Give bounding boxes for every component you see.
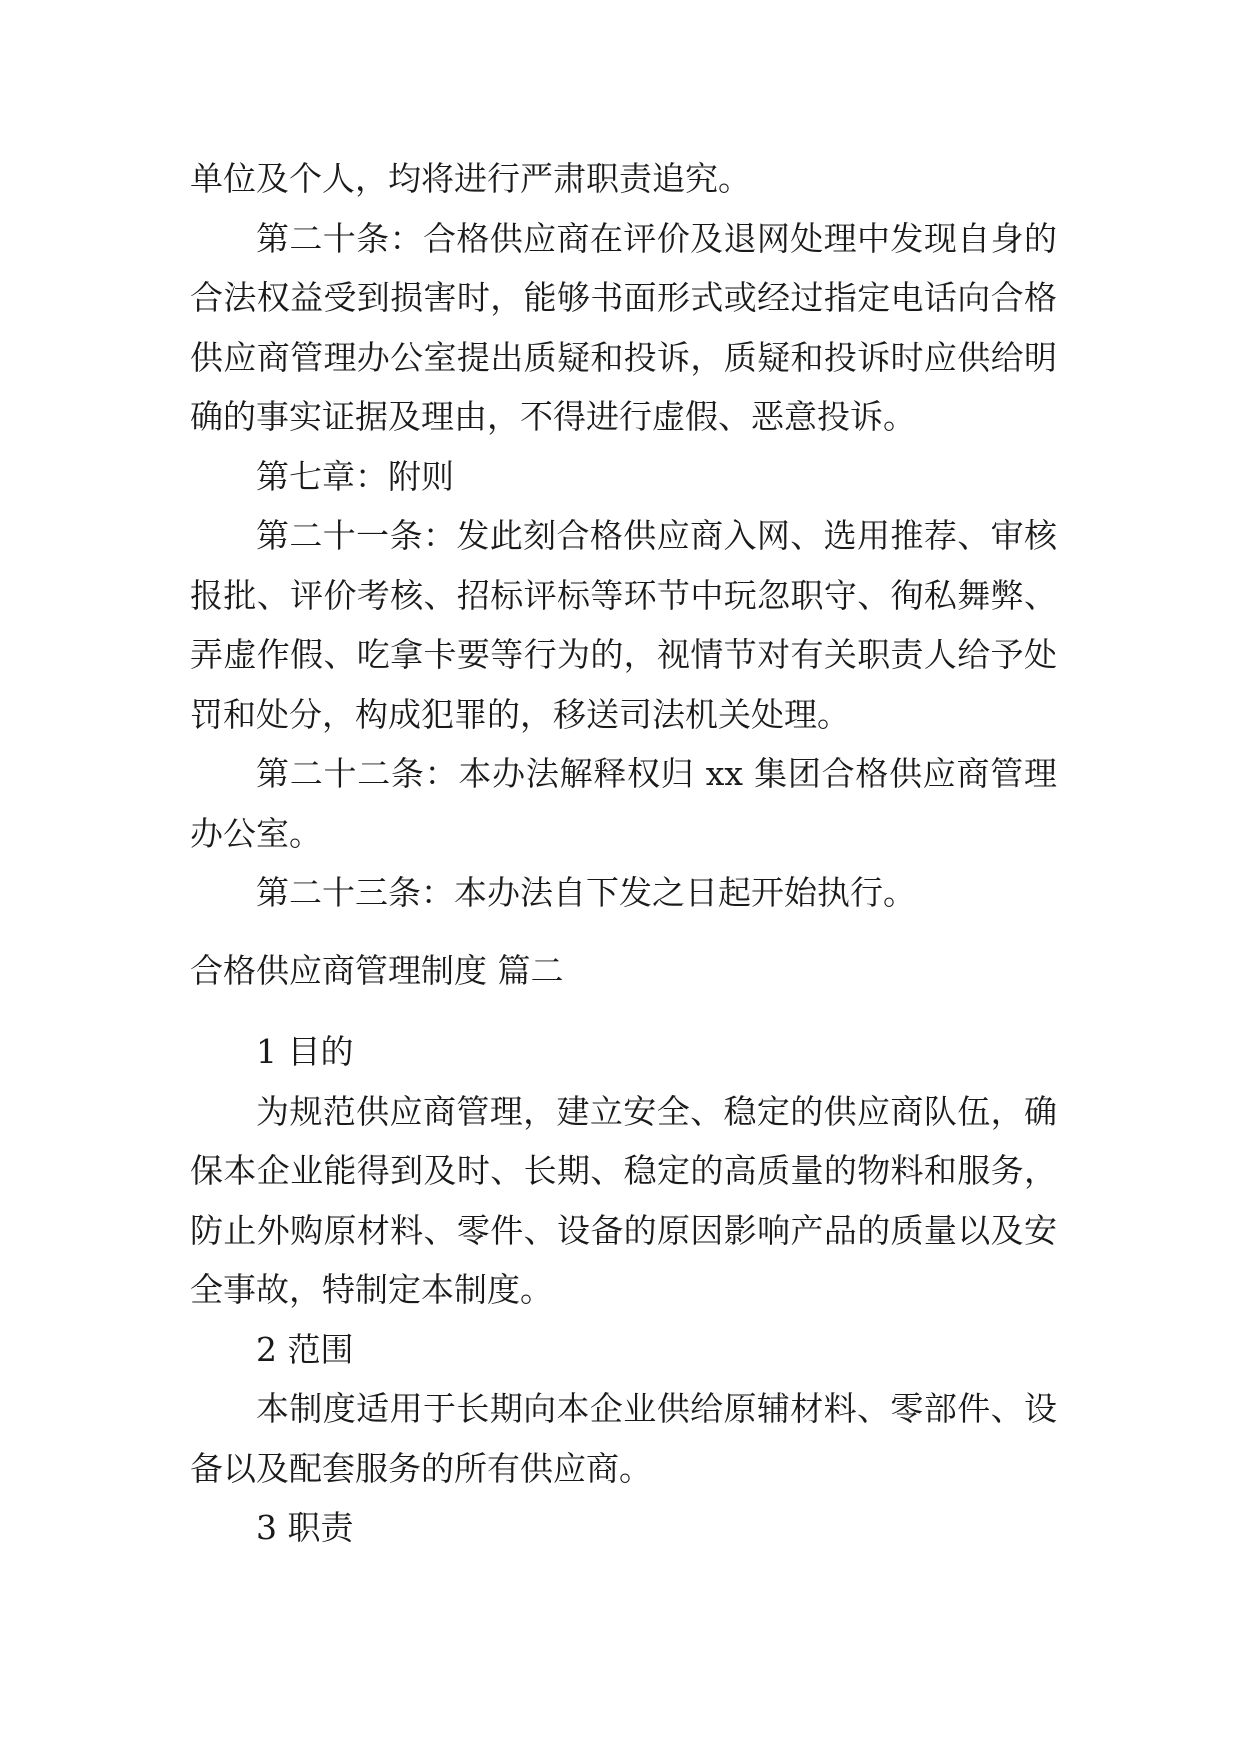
text-line: 备以及配套服务的所有供应商。 (190, 1448, 652, 1488)
section-heading-responsibilities (190, 1498, 1057, 1558)
text-line: 第二十二条：本办法解释权归 xx 集团合格供应商管理 (256, 754, 1057, 793)
section-heading-scope (190, 1320, 1057, 1380)
section-heading-text: 2 范围 (256, 1329, 354, 1369)
text-line: 保本企业能得到及时、长期、稳定的高质量的物料和服务， (190, 1151, 1057, 1190)
text-line: 第七章：附则 (256, 456, 454, 496)
paragraph-article-22 (190, 744, 1057, 863)
text-line: 第二十三条：本办法自下发之日起开始执行。 (256, 873, 916, 912)
paragraph-purpose (190, 1082, 1057, 1320)
text-line: 报批、评价考核、招标评标等环节中玩忽职守、徇私舞弊、 (190, 575, 1057, 615)
text-line: 防止外购原材料、零件、设备的原因影响产品的质量以及安 (190, 1210, 1057, 1250)
text-line: 弄虚作假、吃拿卡要等行为的，视情节对有关职责人给予处 (190, 635, 1057, 674)
text-line: 罚和处分，构成犯罪的，移送司法机关处理。 (190, 694, 850, 734)
text-line: 办公室。 (190, 813, 322, 853)
paragraph-continued (190, 149, 1057, 209)
section-heading-text: 1 目的 (256, 1032, 354, 1071)
text-line: 为规范供应商管理，建立安全、稳定的供应商队伍，确 (256, 1091, 1057, 1131)
part-title (190, 941, 1057, 1001)
chapter-heading (190, 447, 1057, 507)
text-line: 本制度适用于长期向本企业供给原辅材料、零部件、设 (256, 1389, 1057, 1428)
paragraph-article-23 (190, 863, 1057, 923)
text-line: 单位及个人，均将进行严肃职责追究。 (190, 159, 751, 198)
paragraph-article-20 (190, 209, 1057, 447)
section-heading-purpose (190, 1022, 1057, 1082)
paragraph-article-21 (190, 506, 1057, 744)
text-line: 第二十一条：发此刻合格供应商入网、选用推荐、审核 (256, 516, 1057, 555)
paragraph-scope (190, 1379, 1057, 1498)
text-line: 全事故，特制定本制度。 (190, 1270, 553, 1309)
section-heading-text: 3 职责 (256, 1508, 354, 1547)
text-line: 合法权益受到损害时，能够书面形式或经过指定电话向合格 (190, 278, 1057, 317)
text-line: 供应商管理办公室提出质疑和投诉，质疑和投诉时应供给明 (190, 337, 1057, 377)
part-title-text: 合格供应商管理制度 篇二 (190, 950, 564, 990)
text-line: 第二十条：合格供应商在评价及退网处理中发现自身的 (256, 218, 1057, 258)
text-line: 确的事实证据及理由，不得进行虚假、恶意投诉。 (190, 397, 916, 436)
